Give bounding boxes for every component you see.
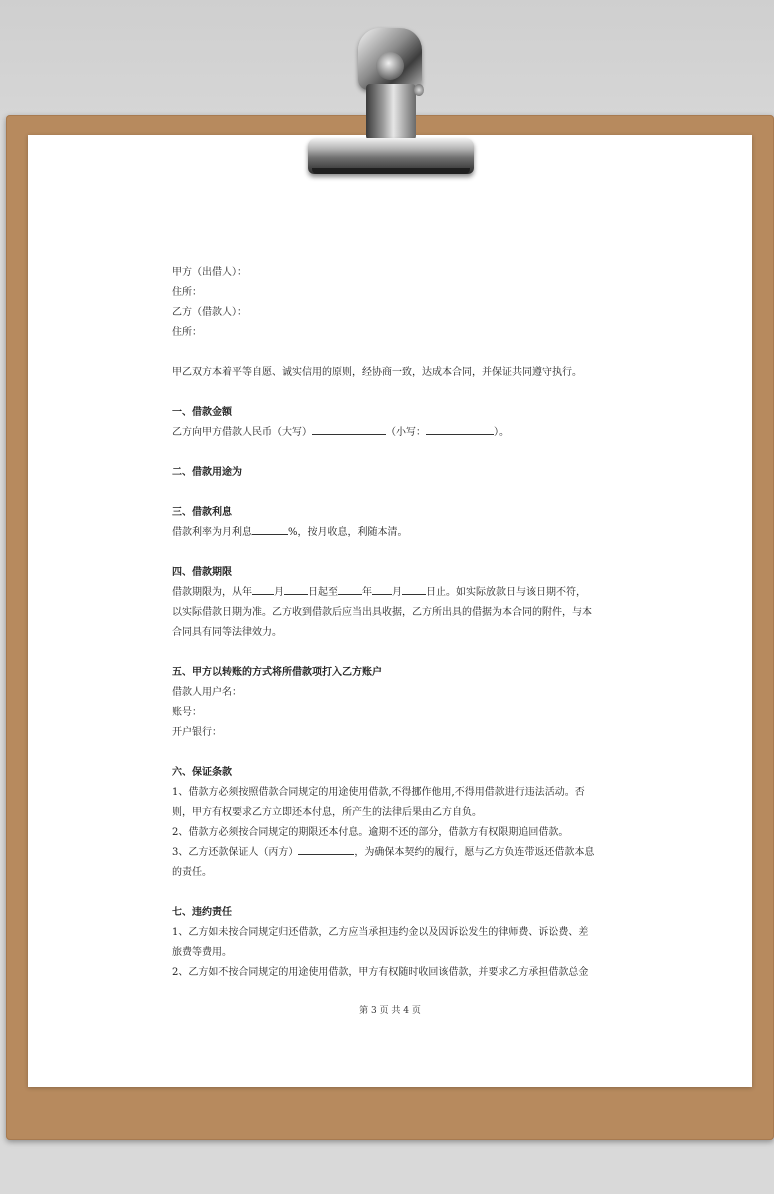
- interest-tail: %，按月收息，利随本清。: [288, 527, 408, 538]
- party-b-address-label: 住所：: [172, 327, 202, 338]
- year-label: 年: [242, 587, 252, 598]
- account-name-label: 借款人用户名：: [172, 687, 242, 698]
- guarantee-1a: 1、借款方必须按照借款合同规定的用途使用借款,不得挪作他用,不得用借款进行违法活动。否: [172, 787, 585, 798]
- preamble: 甲乙双方本着平等自愿、诚实信用的原则，经协商一致，达成本合同，并保证共同遵守执行。: [172, 367, 582, 378]
- end-year-blank[interactable]: [338, 583, 362, 595]
- amount-close: ）。: [494, 427, 509, 438]
- section-4-line-3: 合同具有同等法律效力。: [172, 627, 282, 638]
- party-a-label: 甲方（出借人）：: [172, 267, 247, 278]
- day-from-label: 日起至: [308, 587, 338, 598]
- liability-1a: 1、乙方如未按合同规定归还借款，乙方应当承担违约金以及因诉讼发生的律师费、诉讼费、差: [172, 927, 589, 938]
- section-3-line: [172, 523, 608, 543]
- month-label-2: 月: [392, 587, 402, 598]
- start-month-blank[interactable]: [252, 583, 274, 595]
- section-1-title: 一、借款金额: [172, 407, 232, 418]
- contract-body: [172, 263, 608, 983]
- guarantee-3a: [172, 843, 608, 863]
- guarantee-1b: 则，甲方有权要求乙方立即还本付息，所产生的法律后果由乙方自负。: [172, 807, 482, 818]
- guarantor-text: ，为确保本契约的履行，愿与乙方负连带返还借款本息: [354, 847, 595, 858]
- section-5-title: 五、甲方以转账的方式将所借款项打入乙方账户: [172, 667, 382, 678]
- section-4-title: 四、借款期限: [172, 567, 232, 578]
- guarantee-3c: 的责任。: [172, 867, 212, 878]
- end-month-blank[interactable]: [372, 583, 392, 595]
- clip-rivet-icon: [414, 84, 424, 96]
- bank-label: 开户银行：: [172, 727, 222, 738]
- section-7-title: 七、违约责任: [172, 907, 232, 918]
- amount-figure-label: （小写：: [386, 427, 426, 438]
- amount-figure-blank[interactable]: [426, 423, 494, 435]
- guarantor-label: 3、乙方还款保证人（丙方）: [172, 847, 299, 858]
- interest-rate-blank[interactable]: [252, 523, 288, 535]
- clip-hole-icon: [376, 52, 404, 80]
- account-number-label: 账号：: [172, 707, 202, 718]
- amount-words-blank[interactable]: [312, 423, 386, 435]
- start-day-blank[interactable]: [284, 583, 308, 595]
- clip-plate-edge: [312, 168, 470, 174]
- year-label-2: 年: [362, 587, 372, 598]
- section-6-title: 六、保证条款: [172, 767, 232, 778]
- section-4-line-1: [172, 583, 608, 603]
- section-2-title: 二、借款用途为: [172, 467, 242, 478]
- liability-2: 2、乙方如不按合同规定的用途使用借款，甲方有权随时收回该借款，并要求乙方承担借款总金: [172, 967, 589, 978]
- end-day-blank[interactable]: [402, 583, 426, 595]
- page-number: 第 3 页 共 4 页: [359, 1006, 421, 1016]
- day-end-label: 日止。如实际放款日与该日期不符，: [426, 587, 586, 598]
- guarantee-2: 2、借款方必须按合同规定的期限还本付息。逾期不还的部分，借款方有权限期追回借款。: [172, 827, 569, 838]
- term-intro: 借款期限为，从: [172, 587, 242, 598]
- section-1-line: [172, 423, 608, 443]
- party-b-label: 乙方（借款人）：: [172, 307, 247, 318]
- party-a-address-label: 住所：: [172, 287, 202, 298]
- section-3-title: 三、借款利息: [172, 507, 232, 518]
- month-label: 月: [274, 587, 284, 598]
- section-4-line-2: 以实际借款日期为准。乙方收到借款后应当出具收据，乙方所出具的借据为本合同的附件，与本: [172, 607, 592, 618]
- amount-text: 乙方向甲方借款人民币（大写）: [172, 427, 312, 438]
- clip-neck-icon: [366, 84, 416, 140]
- interest-text: 借款利率为月利息: [172, 527, 252, 538]
- guarantor-blank[interactable]: [298, 843, 354, 855]
- liability-1b: 旅费等费用。: [172, 947, 232, 958]
